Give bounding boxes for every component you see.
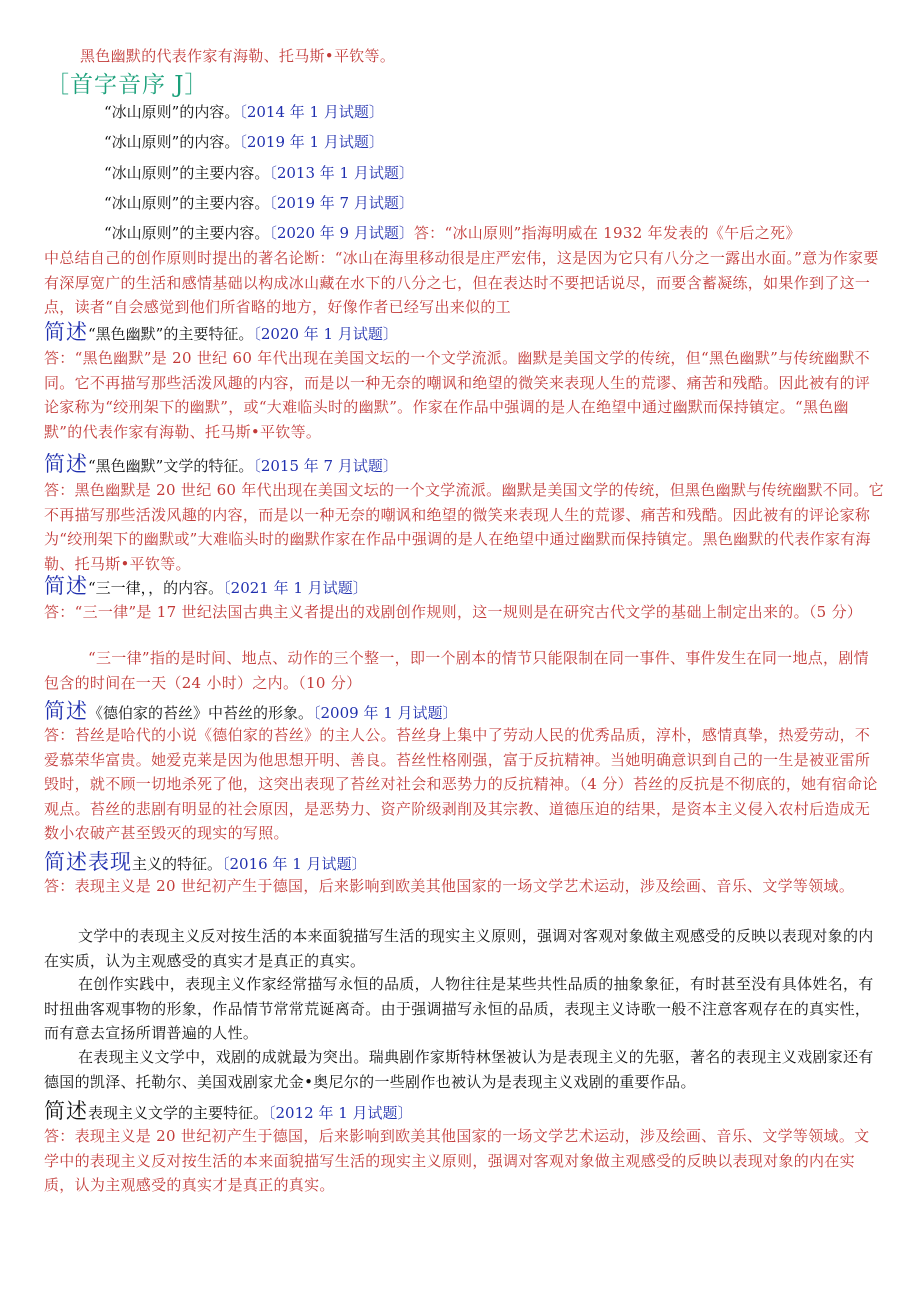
answer-text: 答：表现主义是 20 世纪初产生于德国，后来影响到欧美其他国家的一场文学艺术运动，涉及绘画、音乐、文学等领域。文学中的表现主义反对按生活的本来面貌描写生活的现实主义原则，强调对客观对象做主观感受的反映以表现对象的内在实质，认为主观感受的真实才是真正的真实。 (44, 1127, 870, 1195)
question-item (104, 191, 920, 215)
question-item (104, 130, 920, 154)
exam-tag: 〔2014 年 1 月试题〕 (239, 103, 384, 121)
question-prefix: 简述 (44, 1099, 88, 1123)
exam-tag: 〔2013 年 1 月试题〕 (269, 164, 414, 182)
question-prefix: 简述 (44, 320, 88, 344)
question-item (104, 221, 920, 246)
exam-tag: 〔2020 年 9 月试题〕 (269, 224, 414, 242)
question-text: “冰山原则”的主要内容。 (104, 224, 270, 242)
question-text: “三一律，，的内容。 (88, 579, 224, 597)
answer-text: 中总结自己的创作原则时提出的著名论断：“冰山在海里移动很是庄严宏伟，这是因为它只有八分之一露出水面。”意为作家要有深厚宽广的生活和感情基础以构成冰山藏在水下的八分之七，但在表达时不要把话说尽，而要含蓄凝练，如果作到了这一点，读者“自会感觉到他们所省略的地方，好像作者已经写出来似的工 (44, 249, 879, 317)
question-item (104, 161, 920, 185)
question-text: “冰山原则”的内容。 (104, 133, 240, 151)
exam-tag: 〔2015 年 7 月试题〕 (253, 457, 398, 475)
answer-text: 答：黑色幽默是 20 世纪 60 年代出现在美国文坛的一个文学流派。幽默是美国文学的传统，但黑色幽默与传统幽默不同。它不再描写那些活泼风趣的内容，而是以一种无奈的嘲讽和绝望的微笑来表现人生的荒谬、痛苦和残酷。因此被有的评论家称为“绞刑架下的幽默或”大难临头时的幽默作家在作品中强调的是人在绝望中通过幽默而保持镇定。黑色幽默的代表作家有海勒、托马斯•平钦等。 (44, 481, 884, 573)
continuation-line: 黑色幽默的代表作家有海勒、托马斯•平钦等。 (80, 47, 396, 65)
question-text: “黑色幽默”文学的特征。 (88, 457, 254, 475)
answer-paragraph: 在表现主义文学中，戏剧的成就最为突出。瑞典剧作家斯特林堡被认为是表现主义的先驱，著名的表现主义戏剧家还有德国的凯泽、托勒尔、美国戏剧家尤金•奥尼尔的一些剧作也被认为是表现主义戏剧的重要作品。 (44, 1048, 874, 1091)
question-text: 表现主义文学的主要特征。 (88, 1104, 269, 1122)
question-text: 《德伯家的苔丝》中苔丝的形象。 (88, 704, 314, 722)
exam-tag: 〔2012 年 1 月试题〕 (268, 1104, 413, 1122)
question-heading (44, 318, 884, 348)
answer-paragraph: “三一律”指的是时间、地点、动作的三个整一，即一个剧本的情节只能限制在同一事件、事件发生在同一地点，剧情包含的时间在一天（24 小时）之内。（10 分） (44, 649, 869, 692)
question-text: 主义的特征。 (132, 855, 223, 873)
exam-tag: 〔2021 年 1 月试题〕 (223, 579, 368, 597)
question-item (104, 100, 920, 124)
answer-text: 答：“黑色幽默”是 20 世纪 60 年代出现在美国文坛的一个文学流派。幽默是美国文学的传统，但“黑色幽默”与传统幽默不同。它不再描写那些活泼风趣的内容，而是以一种无奈的嘲讽和绝望的微笑来表现人生的荒谬、痛苦和残酷。因此被有的评论家称为“绞刑架下的幽默”，或“大难临头时的幽默”。作家在作品中强调的是人在绝望中通过幽默而保持镇定。“黑色幽默”的代表作家有海勒、托马斯•平钦等。 (44, 349, 871, 441)
question-text: “冰山原则”的内容。 (104, 103, 240, 121)
answer-lead: 答：“冰山原则”指海明威在 1932 年发表的《午后之死》 (413, 224, 801, 242)
exam-tag: 〔2019 年 1 月试题〕 (239, 133, 384, 151)
initial-letter-header: ［首字音序 J］ (46, 72, 209, 98)
question-text: “黑色幽默”的主要特征。 (88, 325, 254, 343)
question-heading (44, 1097, 884, 1127)
question-prefix: 简述 (44, 452, 88, 476)
exam-tag: 〔2016 年 1 月试题〕 (222, 855, 367, 873)
question-heading (44, 450, 884, 480)
answer-text: 答：苔丝是哈代的小说《德伯家的苔丝》的主人公。苔丝身上集中了劳动人民的优秀品质，淳朴，感情真挚，热爱劳动，不爱慕荣华富贵。她爱克莱是因为他思想开明、善良。苔丝性格刚强，富于反抗精神。当她明确意识到自己的一生是被亚雷所毁时，就不顾一切地杀死了他，这突出表现了苔丝对社会和恶势力的反抗精神。（4 分）苔丝的反抗是不彻底的，她有宿命论观点。苔丝的悲剧有明显的社会原因，是恶势力、资产阶级剥削及其宗教、道德压迫的结果，是资本主义侵入农村后造成无数小农破产甚至毁灭的现实的写照。 (44, 726, 878, 843)
question-text: “冰山原则”的主要内容。 (104, 194, 270, 212)
exam-tag: 〔2019 年 7 月试题〕 (269, 194, 414, 212)
answer-paragraph: 在创作实践中，表现主义作家经常描写永恒的品质，人物往往是某些共性品质的抽象象征，有时甚至没有具体姓名，有时扭曲客观事物的形象，作品情节常常荒诞离奇。由于强调描写永恒的品质，表现主义诗歌一般不注意客观存在的真实性，而有意去宣扬所谓普遍的人性。 (44, 975, 874, 1043)
answer-text: 答：“三一律”是 17 世纪法国古典主义者提出的戏剧创作规则，这一规则是在研究古代文学的基础上制定出来的。（5 分） (44, 603, 863, 621)
question-prefix: 简述表现 (44, 850, 132, 874)
question-text: “冰山原则”的主要内容。 (104, 164, 270, 182)
question-prefix: 简述 (44, 574, 88, 598)
answer-paragraph: 文学中的表现主义反对按生活的本来面貌描写生活的现实主义原则，强调对客观对象做主观感受的反映以表现对象的内在实质，认为主观感受的真实才是真正的真实。 (44, 927, 874, 970)
answer-text: 答：表现主义是 20 世纪初产生于德国，后来影响到欧美其他国家的一场文学艺术运动，涉及绘画、音乐、文学等领域。 (44, 877, 855, 895)
exam-tag: 〔2009 年 1 月试题〕 (313, 704, 458, 722)
exam-tag: 〔2020 年 1 月试题〕 (253, 325, 398, 343)
question-prefix: 简述 (44, 699, 88, 723)
question-heading (44, 572, 884, 602)
